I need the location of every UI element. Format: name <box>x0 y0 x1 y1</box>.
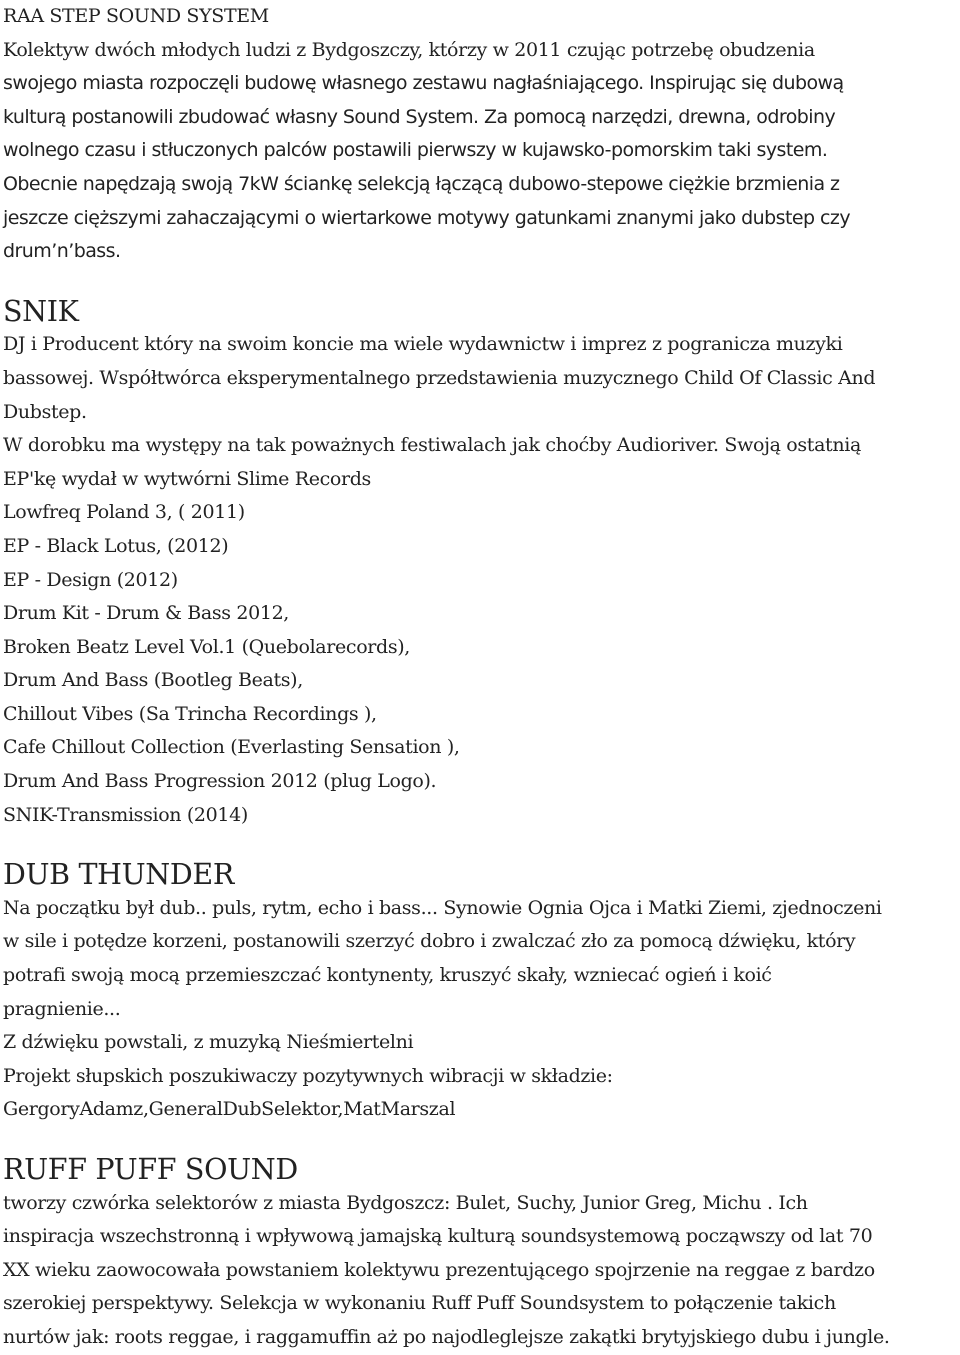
discography-item: Cafe Chillout Collection (Everlasting Sensation ), <box>3 736 460 759</box>
text-line: kulturą postanowili zbudować własny Sound System. Za pomocą narzędzi, drewna, odrobiny <box>3 105 836 128</box>
text-line: drum’n’bass. <box>3 240 121 263</box>
section-gap <box>3 269 953 295</box>
discography-item: SNIK-Transmission (2014) <box>3 803 248 826</box>
discography-item: Drum Kit - Drum & Bass 2012, <box>3 602 289 625</box>
section-gap <box>3 832 953 858</box>
text-line: swojego miasta rozpoczęli budowę własnego zestawu nagłaśniającego. Inspirując się dubową <box>3 72 844 95</box>
text-line: w sile i potędze korzeni, postanowili szerzyć dobro i zwalczać zło za pomocą dźwięku, który <box>3 930 856 953</box>
section-ruff-puff-sound <box>3 1153 953 1355</box>
section-title: DUB THUNDER <box>3 858 234 892</box>
text-line: GergoryAdamz,GeneralDubSelektor,MatMarszal <box>3 1098 456 1121</box>
text-line: nurtów jak: roots reggae, i raggamuffin aż po najodleglejsze zakątki brytyjskiego dubu i jungle. <box>3 1325 890 1348</box>
discography-item: Chillout Vibes (Sa Trincha Recordings ), <box>3 702 377 725</box>
section-title: RUFF PUFF SOUND <box>3 1153 298 1186</box>
section-body-sans <box>3 67 953 269</box>
discography-item: EP - Black Lotus, (2012) <box>3 534 229 557</box>
text-line: Projekt słupskich poszukiwaczy pozytywnych wibracji w składzie: <box>3 1064 613 1087</box>
text-line: wolnego czasu i stłuczonych palców postawili pierwszy w kujawsko-pomorskim taki system. <box>3 139 828 162</box>
section-dub-thunder <box>3 858 953 1127</box>
text-line: W dorobku ma występy na tak poważnych festiwalach jak choćby Audioriver. Swoją ostatnią <box>3 434 861 457</box>
text-line: Obecnie napędzają swoją 7kW ściankę selekcją łączącą dubowo-stepowe ciężkie brzmienia z <box>3 172 840 195</box>
text-line: Z dźwięku powstali, z muzyką Nieśmiertelni <box>3 1031 414 1054</box>
section-title: RAA STEP SOUND SYSTEM <box>3 5 269 27</box>
section-gap <box>3 1127 953 1153</box>
discography-item: Drum And Bass (Bootleg Beats), <box>3 669 303 692</box>
section-body <box>3 34 953 68</box>
discography-item: Broken Beatz Level Vol.1 (Quebolarecords), <box>3 635 410 658</box>
text-line: Na początku był dub.. puls, rytm, echo i bass... Synowie Ognia Ojca i Matki Ziemi, zjednoczeni <box>3 896 882 919</box>
discography-item: EP - Design (2012) <box>3 568 178 591</box>
text-line: pragnienie... <box>3 997 121 1020</box>
text-line: szerokiej perspektywy. Selekcja w wykonaniu Ruff Puff Soundsystem to połączenie takich <box>3 1292 836 1315</box>
text-line: Dubstep. <box>3 400 87 423</box>
text-line: EP'kę wydał w wytwórni Slime Records <box>3 467 371 490</box>
section-raa-step-sound-system <box>3 0 953 269</box>
text-line: DJ i Producent który na swoim koncie ma wiele wydawnictw i imprez z pogranicza muzyki <box>3 333 843 356</box>
text-line: XX wieku zaowocowała powstaniem kolektywu prezentującego spojrzenie na reggae z bardzo <box>3 1258 875 1281</box>
text-line: potrafi swoją mocą przemieszczać kontynenty, kruszyć skały, wzniecać ogień i koić <box>3 964 772 987</box>
section-snik <box>3 295 953 833</box>
document-page <box>3 0 953 1355</box>
text-line: jeszcze cięższymi zahaczającymi o wiertarkowe motywy gatunkami znanymi jako dubstep czy <box>3 206 851 229</box>
text-line: Kolektyw dwóch młodych ludzi z Bydgoszczy, którzy w 2011 czując potrzebę obudzenia <box>3 38 815 61</box>
text-line: tworzy czwórka selektorów z miasta Bydgoszcz: Bulet, Suchy, Junior Greg, Michu . Ich <box>3 1191 808 1214</box>
text-line: bassowej. Współtwórca eksperymentalnego przedstawienia muzycznego Child Of Classic And <box>3 366 876 389</box>
discography-item: Drum And Bass Progression 2012 (plug Logo). <box>3 770 437 793</box>
section-title: SNIK <box>3 294 79 328</box>
discography-item: Lowfreq Poland 3, ( 2011) <box>3 501 245 524</box>
text-line: inspiracja wszechstronną i wpływową jamajską kulturą soundsystemową począwszy od lat 70 <box>3 1225 873 1248</box>
